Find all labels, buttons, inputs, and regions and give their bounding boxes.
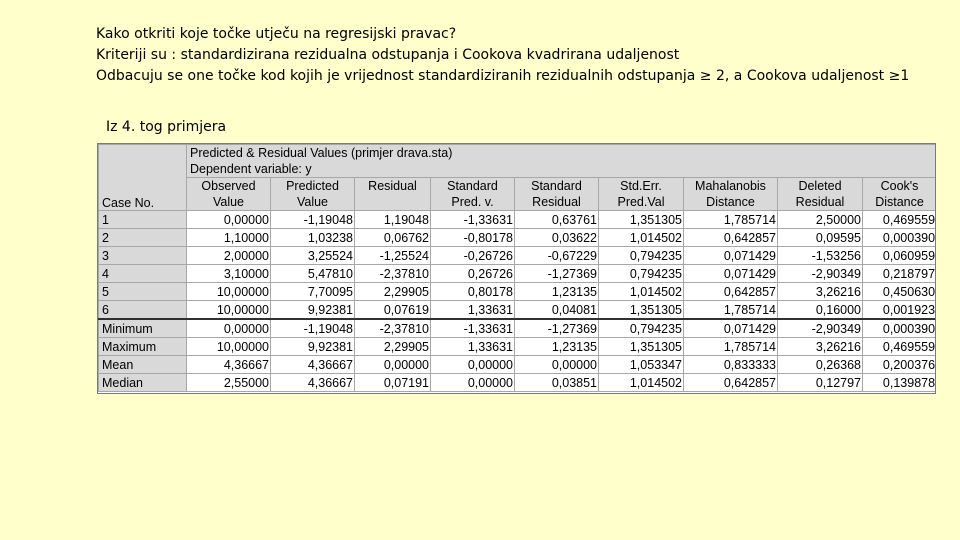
table-cell[interactable]: 1,23135: [515, 283, 599, 301]
column-header-line2: Value: [212, 195, 245, 209]
table-cell[interactable]: -2,37810: [355, 319, 431, 338]
row-label: Mean: [99, 356, 187, 374]
summary-row: [99, 374, 937, 392]
column-header: [355, 178, 431, 211]
intro-text: [96, 24, 909, 87]
table-cell[interactable]: -1,33631: [431, 211, 515, 229]
table-row: [99, 247, 937, 265]
table-cell[interactable]: 1,19048: [355, 211, 431, 229]
table-row: [99, 265, 937, 283]
table-cell[interactable]: 0,06762: [355, 229, 431, 247]
table-cell[interactable]: 0,060959: [863, 247, 937, 265]
table-cell[interactable]: 0,469559: [863, 338, 937, 356]
summary-row: [99, 319, 937, 338]
row-label: Median: [99, 374, 187, 392]
row-label: 1: [99, 211, 187, 229]
table-cell[interactable]: 3,25524: [271, 247, 355, 265]
table-cell[interactable]: 0,00000: [431, 356, 515, 374]
column-header-line1: Deleted: [798, 179, 842, 193]
table-cell[interactable]: 0,00000: [515, 356, 599, 374]
table-cell[interactable]: 1,33631: [431, 338, 515, 356]
table-cell[interactable]: 1,351305: [599, 338, 684, 356]
table-title-cell: [187, 145, 937, 178]
column-header: [684, 178, 778, 211]
intro-line-3: Odbacuju se one točke kod kojih je vrijednost standardiziranih rezidualnih odstupanja ≥ 2, a Cookova udaljenost ≥1: [96, 68, 910, 84]
table-cell[interactable]: -0,67229: [515, 247, 599, 265]
table-cell[interactable]: 0,16000: [778, 301, 863, 320]
row-label: Maximum: [99, 338, 187, 356]
table-cell[interactable]: 1,351305: [599, 301, 684, 320]
table-cell[interactable]: 0,09595: [778, 229, 863, 247]
table-cell[interactable]: 0,071429: [684, 265, 778, 283]
row-label: 2: [99, 229, 187, 247]
table-cell[interactable]: 1,014502: [599, 229, 684, 247]
column-header: [863, 178, 937, 211]
column-header-line1: Residual: [368, 179, 417, 193]
table-cell[interactable]: 0,00000: [187, 211, 271, 229]
table-cell[interactable]: 2,29905: [355, 283, 431, 301]
table-cell[interactable]: 1,785714: [684, 301, 778, 320]
table-row: [99, 301, 937, 320]
column-header-line1: Predicted: [286, 179, 339, 193]
table-cell[interactable]: 0,000390: [863, 319, 937, 338]
table-cell[interactable]: -1,27369: [515, 265, 599, 283]
column-header: [778, 178, 863, 211]
table-subtitle: Dependent variable: y: [190, 162, 312, 176]
table-cell[interactable]: 0,642857: [684, 229, 778, 247]
table-cell[interactable]: 0,071429: [684, 319, 778, 338]
row-label: 3: [99, 247, 187, 265]
table-cell[interactable]: -0,80178: [431, 229, 515, 247]
table-cell[interactable]: 2,29905: [355, 338, 431, 356]
table-cell[interactable]: 4,36667: [187, 356, 271, 374]
intro-line-1: Kako otkriti koje točke utječu na regresijski pravac?: [96, 26, 457, 42]
table-cell[interactable]: 4,36667: [271, 356, 355, 374]
example-caption: Iz 4. tog primjera: [106, 119, 227, 135]
table-cell[interactable]: 7,70095: [271, 283, 355, 301]
table-cell[interactable]: 0,04081: [515, 301, 599, 320]
table-cell[interactable]: 0,469559: [863, 211, 937, 229]
table-title: Predicted & Residual Values (primjer drava.sta): [190, 146, 453, 160]
table-cell[interactable]: 0,26726: [431, 265, 515, 283]
table-cell[interactable]: 0,12797: [778, 374, 863, 392]
column-header: [187, 178, 271, 211]
column-header-line1: Cook's: [880, 179, 919, 193]
table-cell[interactable]: 10,00000: [187, 301, 271, 320]
column-header-line2: Distance: [875, 195, 924, 209]
table-cell[interactable]: 10,00000: [187, 283, 271, 301]
row-label: 6: [99, 301, 187, 320]
table-cell[interactable]: 0,00000: [355, 356, 431, 374]
row-label: Minimum: [99, 319, 187, 338]
table-cell[interactable]: 0,450630: [863, 283, 937, 301]
table-cell[interactable]: 0,139878: [863, 374, 937, 392]
table-row: [99, 211, 937, 229]
table-row: [99, 283, 937, 301]
table-cell[interactable]: -2,37810: [355, 265, 431, 283]
table-cell[interactable]: 1,23135: [515, 338, 599, 356]
column-header-line1: Observed: [201, 179, 256, 193]
table-cell[interactable]: 4,36667: [271, 374, 355, 392]
table-cell[interactable]: 2,55000: [187, 374, 271, 392]
column-header-row: [99, 178, 937, 211]
row-label: 5: [99, 283, 187, 301]
table-cell[interactable]: -1,33631: [431, 319, 515, 338]
table-cell[interactable]: 0,794235: [599, 319, 684, 338]
column-header-line1: Standard: [447, 179, 498, 193]
table-cell[interactable]: 0,80178: [431, 283, 515, 301]
column-header-line2: Pred. v.: [451, 195, 494, 209]
table-cell[interactable]: 3,26216: [778, 283, 863, 301]
table-cell[interactable]: 1,10000: [187, 229, 271, 247]
summary-row: [99, 356, 937, 374]
row-label: 4: [99, 265, 187, 283]
summary-row: [99, 338, 937, 356]
table-cell[interactable]: 1,785714: [684, 338, 778, 356]
column-header-line2: Residual: [532, 195, 581, 209]
table-cell[interactable]: -1,53256: [778, 247, 863, 265]
table-cell[interactable]: -2,90349: [778, 319, 863, 338]
column-header: [599, 178, 684, 211]
table-cell[interactable]: -2,90349: [778, 265, 863, 283]
table-cell[interactable]: 9,92381: [271, 301, 355, 320]
table-cell[interactable]: 0,833333: [684, 356, 778, 374]
table-cell[interactable]: -1,25524: [355, 247, 431, 265]
residual-values-table: [98, 144, 936, 392]
table-cell[interactable]: 0,000390: [863, 229, 937, 247]
table-cell[interactable]: 2,00000: [187, 247, 271, 265]
table-cell[interactable]: 0,794235: [599, 265, 684, 283]
table-row: [99, 229, 937, 247]
column-header: [431, 178, 515, 211]
table-cell[interactable]: 0,63761: [515, 211, 599, 229]
column-header-line2: Distance: [706, 195, 755, 209]
table-cell[interactable]: 0,794235: [599, 247, 684, 265]
column-header-line2: Value: [296, 195, 329, 209]
table-cell[interactable]: 9,92381: [271, 338, 355, 356]
table-cell[interactable]: 0,00000: [431, 374, 515, 392]
column-header: [515, 178, 599, 211]
table-cell[interactable]: 3,26216: [778, 338, 863, 356]
table-cell[interactable]: 3,10000: [187, 265, 271, 283]
table-cell[interactable]: 0,200376: [863, 356, 937, 374]
table-cell[interactable]: 1,014502: [599, 374, 684, 392]
table-cell[interactable]: 10,00000: [187, 338, 271, 356]
table-cell[interactable]: 0,03851: [515, 374, 599, 392]
column-header-line2: Residual: [795, 195, 845, 209]
table-cell[interactable]: 1,785714: [684, 211, 778, 229]
table-cell[interactable]: 0,00000: [187, 319, 271, 338]
case-no-header: Case No.: [99, 145, 187, 211]
table-cell[interactable]: 0,071429: [684, 247, 778, 265]
table-cell[interactable]: -0,26726: [431, 247, 515, 265]
intro-line-2: Kriteriji su : standardizirana rezidualna odstupanja i Cookova kvadrirana udaljenost: [96, 47, 680, 63]
table-cell[interactable]: -1,19048: [271, 319, 355, 338]
table-cell[interactable]: -1,19048: [271, 211, 355, 229]
table-cell[interactable]: 0,001923: [863, 301, 937, 320]
column-header-line1: Standard: [531, 179, 582, 193]
table-cell[interactable]: 2,50000: [778, 211, 863, 229]
table-cell[interactable]: 0,07191: [355, 374, 431, 392]
column-header: [271, 178, 355, 211]
table-cell[interactable]: 1,351305: [599, 211, 684, 229]
table-cell[interactable]: 0,26368: [778, 356, 863, 374]
table-cell[interactable]: -1,27369: [515, 319, 599, 338]
column-header-line1: Std.Err.: [620, 179, 662, 193]
column-header-line1: Mahalanobis: [695, 179, 766, 193]
table-cell[interactable]: 0,03622: [515, 229, 599, 247]
table-cell[interactable]: 1,03238: [271, 229, 355, 247]
column-header-line2: [356, 194, 429, 210]
table-cell[interactable]: 0,642857: [684, 374, 778, 392]
spreadsheet-panel: [97, 143, 936, 394]
table-cell[interactable]: 0,218797: [863, 265, 937, 283]
table-cell[interactable]: 0,07619: [355, 301, 431, 320]
table-cell[interactable]: 1,014502: [599, 283, 684, 301]
table-cell[interactable]: 0,642857: [684, 283, 778, 301]
table-cell[interactable]: 1,053347: [599, 356, 684, 374]
column-header-line2: Pred.Val: [617, 195, 665, 209]
table-cell[interactable]: 5,47810: [271, 265, 355, 283]
table-cell[interactable]: 1,33631: [431, 301, 515, 320]
